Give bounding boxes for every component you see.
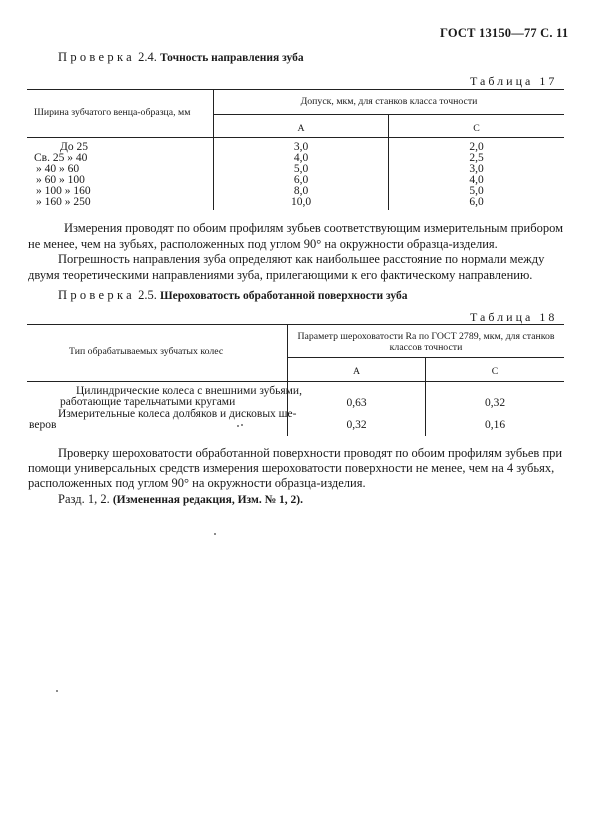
- table-row-label: » 40 » 60: [36, 163, 80, 175]
- text-line: не менее, чем на зубьях, расположенных под углом 90° на окружности образца-изделия.: [28, 237, 498, 251]
- table-header-rule: [27, 137, 564, 138]
- table-top-rule: [27, 324, 564, 325]
- page-header: ГОСТ 13150—77 С. 11: [440, 26, 569, 40]
- table-row-label: Измерительные колеса долбяков и дисковых ше-: [58, 408, 297, 420]
- text-line: Измерения проводят по обоим профилям зубьев соответствующим измерительным прибором: [64, 221, 564, 235]
- table-row-label: » 100 » 160: [36, 185, 91, 197]
- column-header-type: Тип обрабатываемых зубчатых колес: [69, 346, 224, 357]
- table-cell-a: 6,0: [293, 174, 309, 186]
- check-label: Проверка: [58, 288, 135, 302]
- table-17-label: Таблица 17: [470, 74, 558, 88]
- text-line: Погрешность направления зуба определяют как наибольшее расстояние по нормали между: [58, 252, 545, 266]
- paragraph-measurement: [58, 221, 566, 237]
- table-header-rule: [27, 381, 564, 382]
- column-header-a: А: [297, 123, 305, 134]
- column-group-header: Допуск, мкм, для станков класса точности: [300, 96, 478, 107]
- ink-speck: [214, 533, 216, 535]
- amendment-reference: (Измененная редакция, Изм. № 1, 2).: [112, 494, 303, 506]
- text-line: двумя теоретическими направлениями зуба, прилегающими к его фактическому направлению.: [28, 268, 533, 282]
- text-line: Проверку шероховатости обработанной поверхности проводят по обоим профилям зубьев при: [58, 446, 563, 460]
- table-cell-c: 0,16: [484, 419, 506, 431]
- table-cell-a: 5,0: [293, 163, 309, 175]
- ink-speck: [241, 424, 243, 426]
- table-cell-c: 5,0: [469, 185, 484, 197]
- table-row-label: До 25: [60, 141, 88, 153]
- text-line: Разд. 1, 2.: [58, 492, 113, 506]
- column-header-c: С: [491, 366, 499, 377]
- table-row-label: » 160 » 250: [36, 196, 91, 208]
- table-row-label: работающие тарельчатыми кругами: [60, 396, 236, 408]
- column-header-c: С: [473, 123, 480, 134]
- table-top-rule: [27, 89, 564, 90]
- check-number: 2.5.: [135, 288, 160, 302]
- text-line: расположенных под углом 90° на окружности образца-изделия.: [28, 476, 366, 490]
- amendment-note: [58, 492, 303, 509]
- table-cell-a: 8,0: [293, 185, 309, 197]
- check-heading: Точность направления зуба: [160, 52, 304, 64]
- ink-speck: [56, 690, 58, 692]
- ink-speck: [237, 425, 239, 427]
- table-cell-a: 10,0: [290, 196, 312, 208]
- table-cell-a: 0,63: [346, 397, 367, 409]
- table-row-label: Цилиндрические колеса с внешними зубьями,: [76, 385, 302, 397]
- table-cell-c: 2,0: [469, 141, 484, 153]
- table-cell-c: 4,0: [469, 174, 484, 186]
- check-2-4-title: [58, 50, 304, 65]
- table-cell-c: 0,32: [484, 397, 506, 409]
- table-row-label: Св. 25 » 40: [34, 152, 88, 164]
- column-group-header: классов точности: [389, 342, 463, 353]
- table-cell-a: 3,0: [293, 141, 309, 153]
- column-header-width: Ширина зубчатого венца-образца, мм: [34, 107, 191, 118]
- table-cell-a: 4,0: [293, 152, 309, 164]
- table-cell-c: 3,0: [469, 163, 484, 175]
- check-heading: Шероховатость обработанной поверхности зуба: [160, 290, 408, 302]
- text-line: помощи универсальных средств измерения шероховатости поверхности не менее, чем на 4 зубьях,: [28, 461, 555, 475]
- check-2-5-title: [58, 288, 408, 303]
- check-number: 2.4.: [135, 50, 160, 64]
- table-18-label: Таблица 18: [470, 310, 558, 324]
- table-row-label: веров: [29, 419, 57, 431]
- table-cell-c: 2,5: [469, 152, 484, 164]
- table-cell-a: 0,32: [346, 419, 367, 431]
- check-label: Проверка: [58, 50, 135, 64]
- column-header-a: А: [352, 366, 361, 377]
- column-group-header: Параметр шероховатости Ra по ГОСТ 2789, мкм, для станков: [297, 331, 555, 342]
- table-row-label: » 60 » 100: [36, 174, 85, 186]
- table-cell-c: 6,0: [469, 196, 484, 208]
